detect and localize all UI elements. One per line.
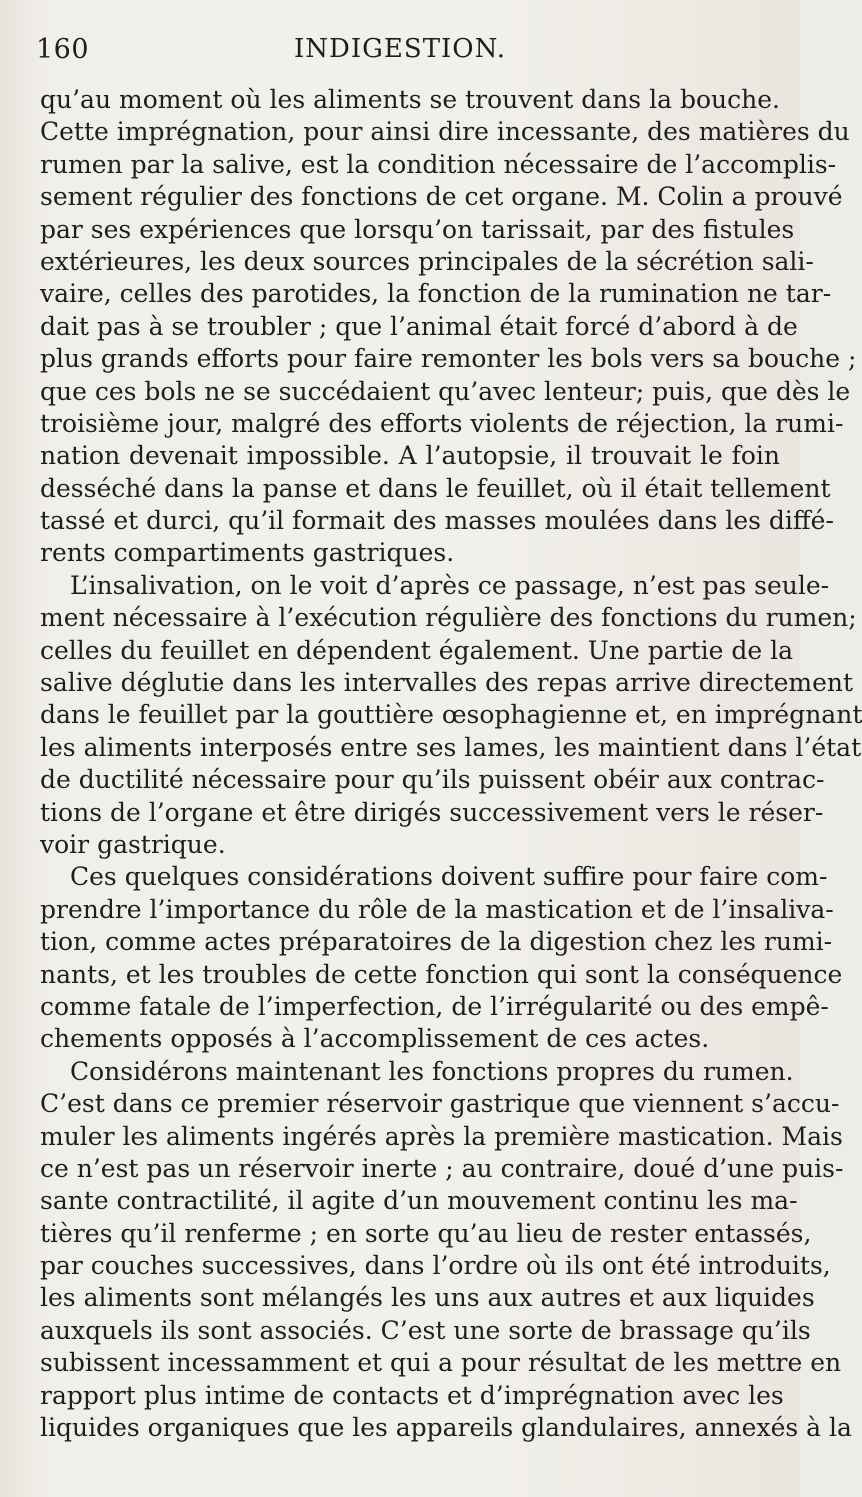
text-line: que ces bols ne se succédaient qu’avec lenteur; puis, que dès le [40,376,851,406]
text-line: celles du feuillet en dépendent également. Une partie de la [40,635,794,665]
text-line: extérieures, les deux sources principales de la sécrétion sali- [40,246,814,276]
text-line: Cette imprégnation, pour ainsi dire incessante, des matières du [40,117,850,147]
text-line: nation devenait impossible. A l’autopsie, il trouvait le foin [40,441,780,471]
text-line: rents compartiments gastriques. [40,538,455,568]
text-line: vaire, celles des parotides, la fonction de la rumination ne tar- [40,279,832,309]
text-line: chements opposés à l’accomplissement de ces actes. [40,1024,710,1054]
text-line: rapport plus intime de contacts et d’imprégnation avec les [40,1380,784,1410]
text-line: auxquels ils sont associés. C’est une sorte de brassage qu’ils [40,1315,811,1345]
text-line: ment nécessaire à l’exécution régulière des fonctions du rumen; [40,603,857,633]
text-line: Ces quelques considérations doivent suffire pour faire com- [70,862,828,892]
paragraph [40,570,862,862]
text-line: sante contractilité, il agite d’un mouvement continu les ma- [40,1186,798,1216]
text-line: liquides organiques que les appareils glandulaires, annexés à la [40,1413,852,1443]
body-text [40,84,862,1444]
text-line: tières qu’il renferme ; en sorte qu’au lieu de rester entassés, [40,1218,812,1248]
text-line: plus grands efforts pour faire remonter les bols vers sa bouche ; [40,344,857,374]
text-line: troisième jour, malgré des efforts violents de réjection, la rumi- [40,408,844,438]
text-line: rumen par la salive, est la condition nécessaire de l’accomplis- [40,149,837,179]
text-line: sement régulier des fonctions de cet organe. M. Colin a prouvé [40,182,843,212]
text-line: ce n’est pas un réservoir inerte ; au contraire, doué d’une puis- [40,1153,844,1183]
paragraph [40,84,857,570]
text-line: dait pas à se troubler ; que l’animal était forcé d’abord à de [40,311,798,341]
text-line: dans le feuillet par la gouttière œsophagienne et, en imprégnant [40,700,862,730]
text-line: les aliments interposés entre ses lames, les maintient dans l’état [40,732,862,762]
paragraph [40,861,843,1055]
text-line: nants, et les troubles de cette fonction qui sont la conséquence [40,959,843,989]
text-line: Considérons maintenant les fonctions propres du rumen. [70,1056,794,1086]
text-line: les aliments sont mélangés les uns aux autres et aux liquides [40,1283,815,1313]
running-title: INDIGESTION. [294,34,506,64]
text-line: salive déglutie dans les intervalles des repas arrive directement [40,668,854,698]
text-line: desséché dans la panse et dans le feuillet, où il était tellement [40,473,831,503]
text-line: par ses expériences que lorsqu’on tarissait, par des fistules [40,214,795,244]
page-header [36,30,764,70]
text-line: voir gastrique. [40,829,226,859]
text-line: L’insalivation, on le voit d’après ce passage, n’est pas seule- [70,570,830,600]
text-line: par couches successives, dans l’ordre où ils ont été introduits, [40,1251,831,1281]
text-line: prendre l’importance du rôle de la mastication et de l’insaliva- [40,894,834,924]
text-line: C’est dans ce premier réservoir gastrique que viennent s’accu- [40,1089,840,1119]
text-line: de ductilité nécessaire pour qu’ils puissent obéir aux contrac- [40,765,825,795]
text-line: tassé et durci, qu’il formait des masses moulées dans les diffé- [40,506,834,536]
text-line: qu’au moment où les aliments se trouvent dans la bouche. [40,85,780,114]
text-line: tion, comme actes préparatoires de la digestion chez les rumi- [40,927,833,957]
text-line: comme fatale de l’imperfection, de l’irrégularité ou des empê- [40,991,829,1021]
text-line: muler les aliments ingérés après la première mastication. Mais [40,1121,843,1151]
text-line: tions de l’organe et être dirigés successivement vers le réser- [40,797,824,827]
paragraph [40,1056,852,1445]
page-number: 160 [36,34,90,65]
text-line: subissent incessamment et qui a pour résultat de les mettre en [40,1348,842,1378]
